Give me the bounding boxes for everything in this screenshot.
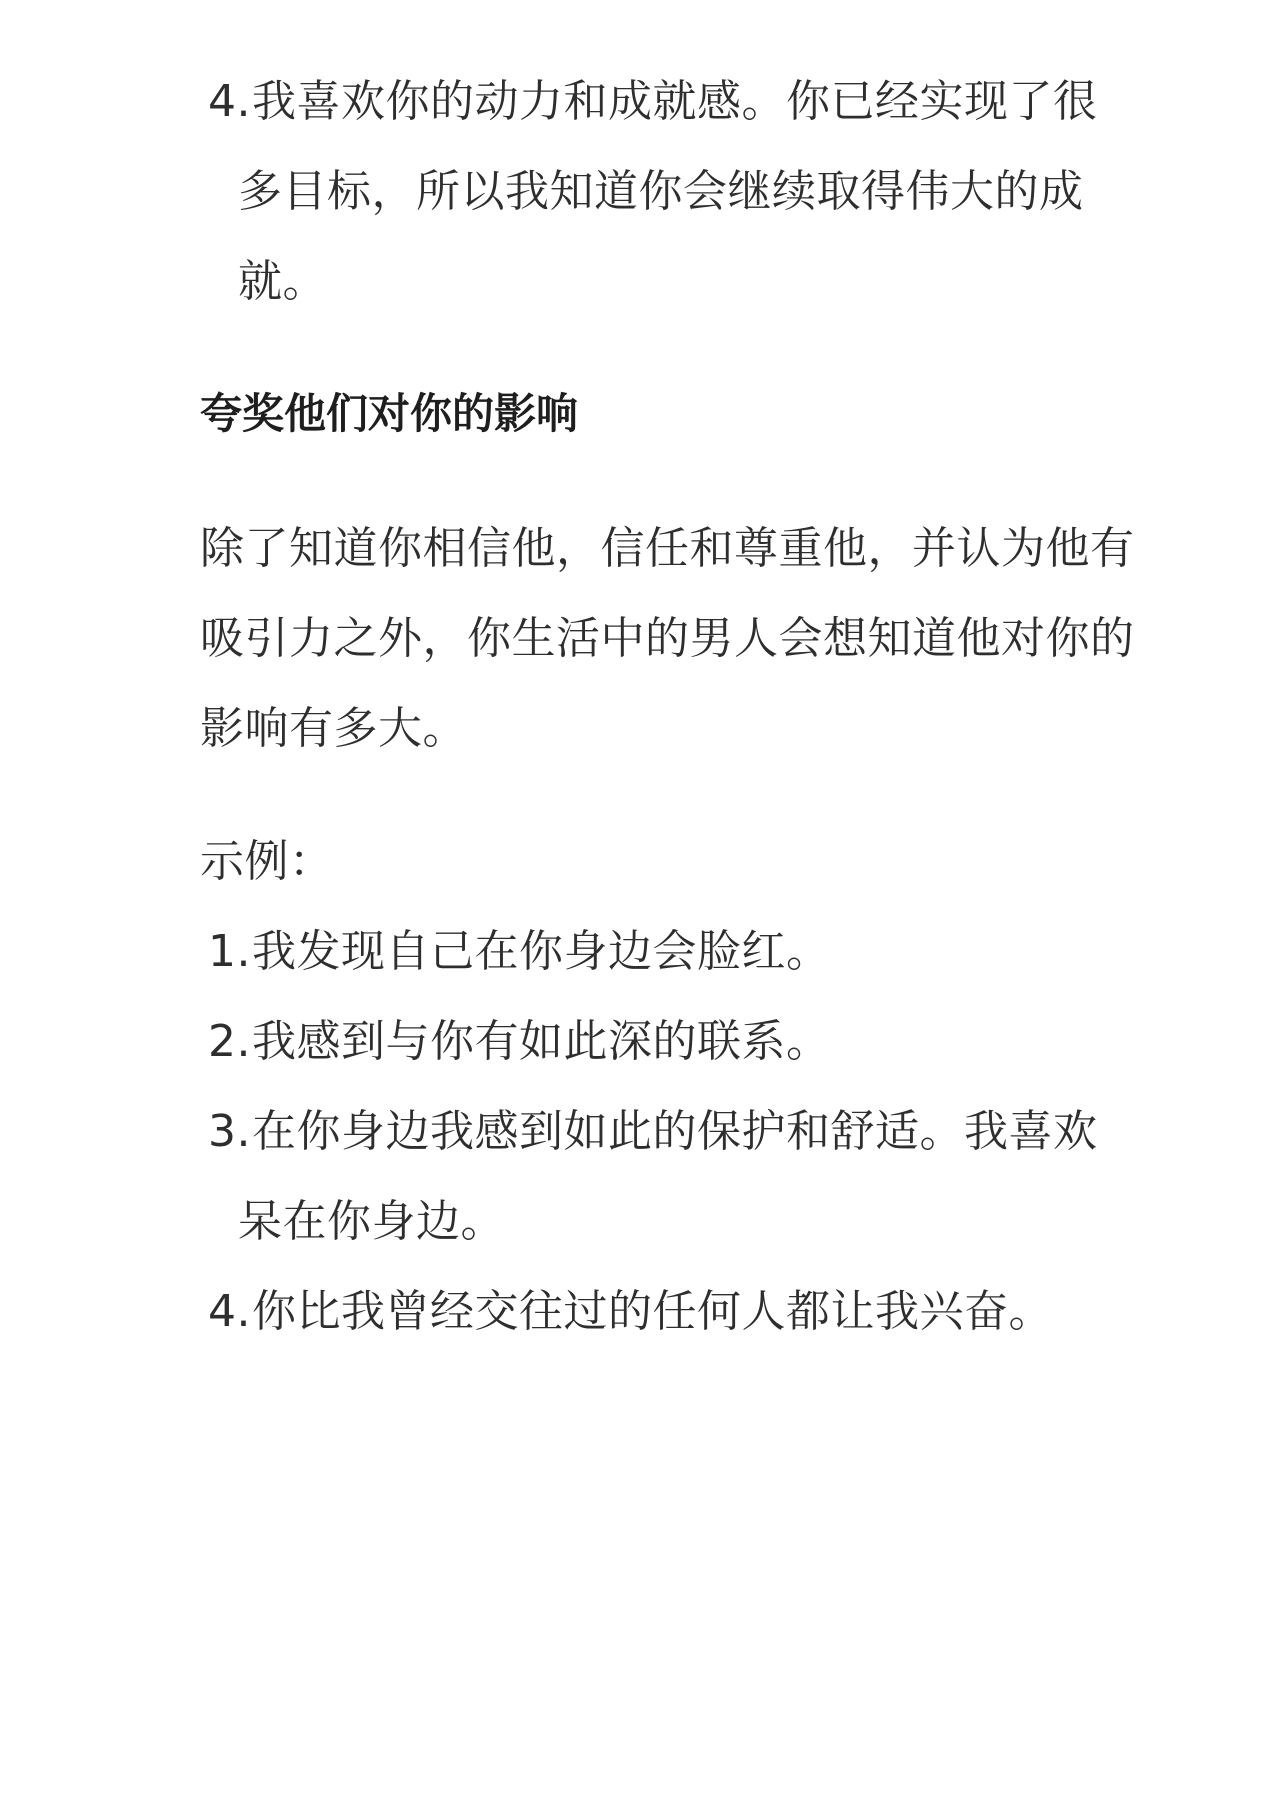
list-item-number: 1.: [208, 926, 251, 977]
paragraph-line: 除了知道你相信他，信任和尊重他，并认为他有: [200, 523, 1135, 574]
list-item-continuation: 多目标，所以我知道你会继续取得伟大的成: [238, 166, 1084, 217]
paragraph-line: 影响有多大。: [200, 703, 467, 754]
list-item-number: 3.: [208, 1106, 251, 1157]
list-item: [208, 1286, 1053, 1337]
list-item-text: 你比我曾经交往过的任何人都让我兴奋。: [252, 1286, 1053, 1337]
list-item: [208, 1106, 1098, 1157]
list-item-continuation: 呆在你身边。: [238, 1196, 505, 1247]
section-heading: 夸奖他们对你的影响: [200, 389, 579, 438]
list-item-text: 我发现自己在你身边会脸红。: [252, 926, 831, 977]
paragraph-line: 吸引力之外，你生活中的男人会想知道他对你的: [200, 613, 1135, 664]
list-item-text: 我喜欢你的动力和成就感。你已经实现了很: [252, 76, 1098, 127]
examples-label: 示例：: [200, 836, 334, 887]
list-item-number: 2.: [208, 1016, 251, 1067]
list-item-number: 4.: [208, 1286, 251, 1337]
list-item-continuation: 就。: [238, 256, 327, 307]
list-item: [208, 926, 831, 977]
list-item-number: 4.: [208, 76, 251, 127]
list-item: [208, 76, 1098, 127]
list-item-text: 在你身边我感到如此的保护和舒适。我喜欢: [252, 1106, 1098, 1157]
list-item-text: 我感到与你有如此深的联系。: [252, 1016, 831, 1067]
list-item: [208, 1016, 831, 1067]
